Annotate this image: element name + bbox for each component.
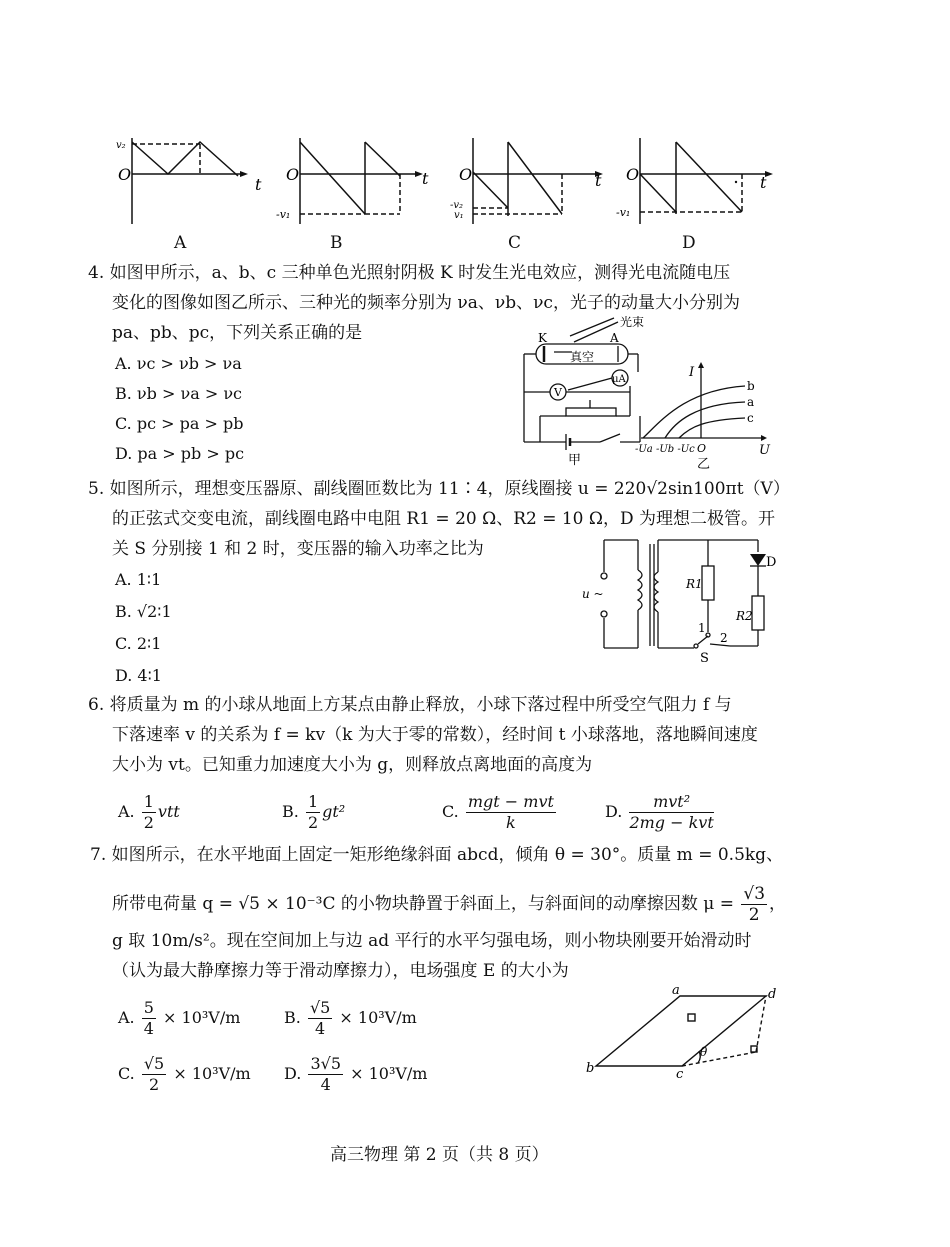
q7-opt-b-tail: × 10³V/m xyxy=(339,1008,417,1027)
q6-opt-b-prefix: B. xyxy=(282,802,299,821)
q7-fig-theta: θ xyxy=(700,1045,708,1059)
graph-label-a: A xyxy=(174,233,187,253)
q4-fig-o: O xyxy=(697,442,707,455)
q4-fig-vacuum: 真空 xyxy=(570,350,595,364)
q7-option-d xyxy=(284,1054,427,1095)
q4-option-a: A. νc > νb > νa xyxy=(115,354,242,373)
q6-opt-b-tail: gt² xyxy=(322,802,346,821)
graph-d-t: t xyxy=(760,173,767,192)
graph-a-o: O xyxy=(118,165,132,184)
q6-opt-b-den: 2 xyxy=(307,813,319,832)
q4-iu-graph xyxy=(635,362,775,472)
graph-c-t: t xyxy=(595,171,602,190)
q6-line2: 下落速率 v 的关系为 f = kv（k 为大于零的常数），经时间 t 小球落地，落地瞬间速度 xyxy=(112,725,758,745)
page-footer: 高三物理 第 2 页（共 8 页） xyxy=(330,1145,549,1165)
q6-opt-d-den: 2mg − kvt xyxy=(629,813,714,832)
q7-opt-a-num: 5 xyxy=(143,998,154,1017)
q6-opt-b-fraction xyxy=(306,792,320,833)
q6-line3: 大小为 vt。已知重力加速度大小为 g，则释放点离地面的高度为 xyxy=(112,755,593,775)
q7-fig-c: c xyxy=(676,1067,684,1080)
graph-a-v2: v₂ xyxy=(116,140,126,151)
q7-opt-a-fraction xyxy=(142,998,156,1039)
q7-fig-a: a xyxy=(672,984,680,998)
q4-fig-k: K xyxy=(538,331,547,345)
q5-fig-s: S xyxy=(700,651,709,666)
q4-line3: pa、pb、pc，下列关系正确的是 xyxy=(112,323,363,343)
q6-opt-c-num: mgt − mvt xyxy=(467,792,554,811)
q7-opt-a-tail: × 10³V/m xyxy=(163,1008,241,1027)
q4-fig-i-axis: I xyxy=(689,365,695,380)
q4-fig-u-axis: U xyxy=(759,443,770,458)
q7-line1: 7. 如图所示，在水平地面上固定一矩形绝缘斜面 abcd，倾角 θ = 30°。质量 m = 0.5kg、 xyxy=(90,845,784,865)
q5-option-a: A. 1∶1 xyxy=(115,570,162,589)
q4-fig-caption-jia: 甲 xyxy=(568,453,582,466)
q5-fig-d: D xyxy=(766,555,777,570)
q7-opt-c-fraction xyxy=(142,1054,166,1095)
q6-opt-a-prefix: A. xyxy=(118,802,135,821)
q6-opt-d-prefix: D. xyxy=(605,802,623,821)
q4-fig-xlabels: -Ua -Ub -Uc xyxy=(635,444,695,455)
q5-line1: 5. 如图所示，理想变压器原、副线圈匝数比为 11∶4，原线圈接 u = 220√2sin100πt（V） xyxy=(88,479,790,499)
graph-c-v1: v₁ xyxy=(454,210,464,221)
q7-opt-a-den: 4 xyxy=(143,1019,154,1038)
q7-opt-a-prefix: A. xyxy=(118,1008,135,1027)
q6-opt-a-fraction xyxy=(142,792,156,833)
q5-fig-r2: R2 xyxy=(736,609,753,623)
q7-mu-fraction xyxy=(741,884,767,925)
q7-option-c xyxy=(118,1054,251,1095)
q7-opt-b-fraction xyxy=(308,998,332,1039)
q7-opt-b-num: √5 xyxy=(309,998,331,1017)
graph-b-v1: -v₁ xyxy=(276,208,291,221)
q6-option-c xyxy=(442,792,558,833)
q4-fig-beam: 光束 xyxy=(620,316,645,329)
q7-opt-d-prefix: D. xyxy=(284,1064,302,1083)
q5-fig-two: 2 xyxy=(720,631,728,645)
q7-fig-d: d xyxy=(768,987,777,1002)
q7-mu-den: 2 xyxy=(748,905,760,925)
q6-opt-a-num: 1 xyxy=(143,792,154,811)
q5-option-c: C. 2∶1 xyxy=(115,634,162,653)
q4-option-d: D. pa > pb > pc xyxy=(115,444,245,463)
q7-opt-d-num: 3√5 xyxy=(310,1054,341,1073)
q4-fig-voltmeter: V xyxy=(554,386,562,399)
q5-fig-one: 1 xyxy=(698,621,706,635)
q4-fig-ammeter: μA xyxy=(612,374,626,385)
q7-opt-c-tail: × 10³V/m xyxy=(173,1064,251,1083)
q4-fig-curve-c: c xyxy=(747,411,754,425)
q5-fig-r1: R1 xyxy=(686,577,703,591)
q7-option-b xyxy=(284,998,417,1039)
q7-line2-text: 所带电荷量 q = √5 × 10⁻³C 的小物块静置于斜面上，与斜面间的动摩擦因数 μ = xyxy=(112,894,734,914)
q6-opt-c-prefix: C. xyxy=(442,802,459,821)
graph-label-b: B xyxy=(330,233,343,253)
q6-opt-d-fraction xyxy=(629,792,713,833)
q4-fig-curve-a: a xyxy=(747,395,755,409)
q7-mu-num: √3 xyxy=(743,884,766,904)
q4-option-c: C. pc > pa > pb xyxy=(115,414,244,433)
q4-fig-a: A xyxy=(610,331,619,345)
q7-opt-d-fraction xyxy=(308,1054,343,1095)
q6-opt-c-fraction xyxy=(466,792,556,833)
graph-a-t: t xyxy=(255,175,262,194)
q7-line4: （认为最大静摩擦力等于滑动摩擦力），电场强度 E 的大小为 xyxy=(112,961,569,981)
q7-opt-b-den: 4 xyxy=(315,1019,326,1038)
graph-d-v1: -v₁ xyxy=(616,206,631,219)
q6-opt-a-tail: vtt xyxy=(157,802,180,821)
q7-opt-c-num: √5 xyxy=(143,1054,165,1073)
q5-line2: 的正弦式交变电流，副线圈电路中电阻 R1 = 20 Ω、R2 = 10 Ω，D 为理想二极管。开 xyxy=(112,509,776,529)
q5-transformer-figure xyxy=(580,536,780,668)
q7-line2: 所带电荷量 q = √5 × 10⁻³C 的小物块静置于斜面上，与斜面间的动摩擦因数 μ = $\frac{√3}{2}$ ， xyxy=(112,884,787,925)
q5-line3: 关 S 分别接 1 和 2 时，变压器的输入功率之比为 xyxy=(112,539,484,559)
q5-fig-u: u ~ xyxy=(582,587,604,601)
q6-option-a xyxy=(118,792,180,833)
q6-opt-b-num: 1 xyxy=(307,792,319,811)
q7-incline-figure xyxy=(586,984,786,1080)
q6-option-d xyxy=(605,792,716,833)
q4-line2: 变化的图像如图乙所示、三种光的频率分别为 νa、νb、νc，光子的动量大小分别为 xyxy=(112,293,740,313)
q6-opt-a-den: 2 xyxy=(143,813,154,832)
q4-option-b: B. νb > νa > νc xyxy=(115,384,243,403)
q5-option-d: D. 4∶1 xyxy=(115,666,162,685)
q7-opt-b-prefix: B. xyxy=(284,1008,301,1027)
q6-option-b xyxy=(282,792,345,833)
q4-line1: 4. 如图甲所示，a、b、c 三种单色光照射阴极 K 时发生光电效应，测得光电流随电压 xyxy=(88,263,731,283)
graph-b-o: O xyxy=(286,165,300,184)
graph-b-t: t xyxy=(422,169,429,188)
q7-opt-d-den: 4 xyxy=(320,1075,331,1094)
q7-opt-c-prefix: C. xyxy=(118,1064,135,1083)
graph-d-o: O xyxy=(626,165,640,184)
q6-line1: 6. 将质量为 m 的小球从地面上方某点由静止释放，小球下落过程中所受空气阻力 f 与 xyxy=(88,695,732,715)
q7-fig-b: b xyxy=(586,1061,595,1076)
graph-c-o: O xyxy=(459,165,473,184)
q4-fig-curve-b: b xyxy=(747,379,755,393)
q7-opt-c-den: 2 xyxy=(148,1075,160,1094)
graph-c-v2: -v₂ xyxy=(450,200,464,211)
q4-fig-caption-yi: 乙 xyxy=(697,457,711,472)
graph-label-c: C xyxy=(508,233,522,253)
q6-opt-c-den: k xyxy=(506,813,516,832)
graph-label-d: D xyxy=(682,233,696,253)
q7-line3: g 取 10m/s²。现在空间加上与边 ad 平行的水平匀强电场，则小物块刚要开始滑动时 xyxy=(112,931,752,951)
q7-option-a xyxy=(118,998,240,1039)
q6-opt-d-num: mvt² xyxy=(629,792,713,813)
q7-opt-d-tail: × 10³V/m xyxy=(350,1064,428,1083)
q5-option-b: B. √2∶1 xyxy=(115,602,172,621)
